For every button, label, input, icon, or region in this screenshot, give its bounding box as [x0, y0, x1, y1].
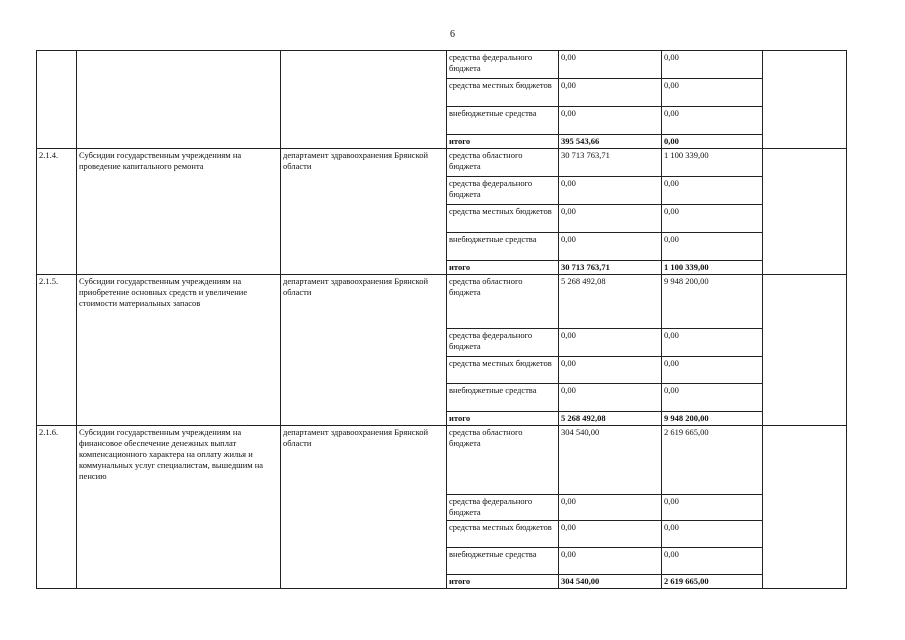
budget-table	[36, 50, 847, 589]
executor-cell: департамент здравоохранения Брянской области	[281, 149, 447, 275]
value-cell: 0,00	[559, 521, 662, 548]
value-cell: 0,00	[559, 107, 662, 135]
value-cell: 2 619 665,00	[662, 575, 763, 589]
value-cell: 0,00	[559, 495, 662, 521]
source-cell: средства областного бюджета	[447, 426, 559, 495]
name-cell: Субсидии государственным учреждениям на приобретение основных средств и увеличение стоимости материальных запасов	[77, 275, 281, 426]
value-cell: 0,00	[559, 79, 662, 107]
value-cell: 0,00	[559, 329, 662, 357]
value-cell: 0,00	[662, 329, 763, 357]
source-cell: итого	[447, 412, 559, 426]
code-cell: 2.1.5.	[37, 275, 77, 426]
name-cell: Субсидии государственным учреждениям на финансовое обеспечение денежных выплат компенсационного характера на оплату жилья и коммунальных услуг специалистам, вышедшим на пенсию	[77, 426, 281, 589]
value-cell: 0,00	[662, 79, 763, 107]
value-cell: 0,00	[662, 495, 763, 521]
value-cell: 9 948 200,00	[662, 412, 763, 426]
table-row	[37, 426, 847, 495]
value-cell: 9 948 200,00	[662, 275, 763, 329]
value-cell: 304 540,00	[559, 575, 662, 589]
value-cell: 30 713 763,71	[559, 261, 662, 275]
value-cell: 0,00	[662, 135, 763, 149]
value-cell: 0,00	[662, 357, 763, 384]
source-cell: средства федерального бюджета	[447, 495, 559, 521]
source-cell: итого	[447, 261, 559, 275]
value-cell: 0,00	[559, 51, 662, 79]
value-cell: 2 619 665,00	[662, 426, 763, 495]
value-cell: 0,00	[662, 107, 763, 135]
source-cell: внебюджетные средства	[447, 107, 559, 135]
page-number: 6	[450, 29, 455, 40]
table-row	[37, 51, 847, 79]
code-cell	[37, 51, 77, 149]
source-cell: внебюджетные средства	[447, 548, 559, 575]
name-cell	[77, 51, 281, 149]
source-cell: средства федерального бюджета	[447, 51, 559, 79]
value-cell: 0,00	[559, 548, 662, 575]
value-cell: 0,00	[662, 233, 763, 261]
executor-cell: департамент здравоохранения Брянской области	[281, 426, 447, 589]
source-cell: средства федерального бюджета	[447, 177, 559, 205]
source-cell: внебюджетные средства	[447, 233, 559, 261]
value-cell: 304 540,00	[559, 426, 662, 495]
value-cell: 0,00	[559, 357, 662, 384]
source-cell: средства местных бюджетов	[447, 205, 559, 233]
table-row	[37, 149, 847, 177]
value-cell: 5 268 492,08	[559, 412, 662, 426]
code-cell: 2.1.4.	[37, 149, 77, 275]
source-cell: итого	[447, 135, 559, 149]
source-cell: внебюджетные средства	[447, 384, 559, 412]
value-cell: 0,00	[559, 205, 662, 233]
source-cell: средства местных бюджетов	[447, 521, 559, 548]
value-cell: 0,00	[662, 521, 763, 548]
source-cell: средства федерального бюджета	[447, 329, 559, 357]
source-cell: средства местных бюджетов	[447, 357, 559, 384]
value-cell: 0,00	[559, 233, 662, 261]
value-cell: 0,00	[559, 384, 662, 412]
source-cell: средства областного бюджета	[447, 149, 559, 177]
source-cell: средства местных бюджетов	[447, 79, 559, 107]
value-cell: 1 100 339,00	[662, 149, 763, 177]
value-cell: 5 268 492,08	[559, 275, 662, 329]
value-cell: 0,00	[662, 205, 763, 233]
value-cell: 0,00	[662, 384, 763, 412]
code-cell: 2.1.6.	[37, 426, 77, 589]
executor-cell: департамент здравоохранения Брянской области	[281, 275, 447, 426]
table-row	[37, 275, 847, 329]
value-cell: 395 543,66	[559, 135, 662, 149]
empty-cell	[763, 51, 847, 149]
empty-cell	[763, 275, 847, 426]
value-cell: 0,00	[662, 51, 763, 79]
source-cell: итого	[447, 575, 559, 589]
empty-cell	[763, 149, 847, 275]
value-cell: 30 713 763,71	[559, 149, 662, 177]
value-cell: 0,00	[662, 177, 763, 205]
value-cell: 0,00	[559, 177, 662, 205]
name-cell: Субсидии государственным учреждениям на проведение капитального ремонта	[77, 149, 281, 275]
value-cell: 0,00	[662, 548, 763, 575]
source-cell: средства областного бюджета	[447, 275, 559, 329]
value-cell: 1 100 339,00	[662, 261, 763, 275]
empty-cell	[763, 426, 847, 589]
executor-cell	[281, 51, 447, 149]
